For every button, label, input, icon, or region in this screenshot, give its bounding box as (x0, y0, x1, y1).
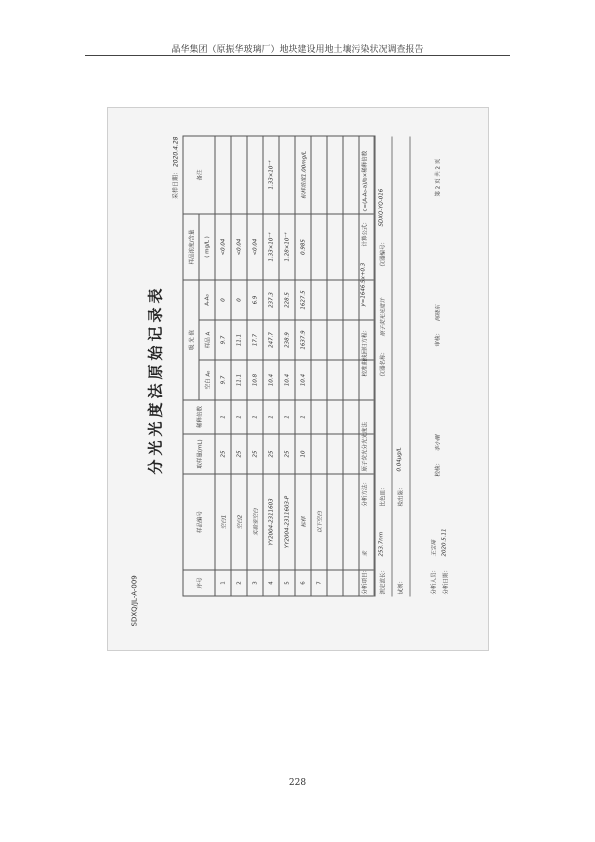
cell-volume: 25 (279, 434, 295, 474)
cell-seq: 6 (295, 570, 311, 596)
form-title: 分光光度法原始记录表 (146, 284, 165, 475)
header-rule (85, 55, 510, 56)
cell-sample-id: 实验室空白 (247, 474, 263, 570)
cell-sample-a: 17.7 (247, 320, 263, 360)
cell-conc (311, 214, 327, 280)
cell-volume: 25 (263, 434, 279, 474)
cell-conc: <0.04 (215, 214, 231, 280)
calc-label: 计算公式： (362, 218, 369, 247)
cell-diff: 237.3 (263, 280, 279, 320)
reviewer-label: 审核： (435, 329, 442, 347)
cell-sample-a (311, 320, 327, 360)
cell-conc: 1.28×10⁻⁴ (279, 214, 295, 280)
col-absorbance: 吸 光 值 (183, 280, 199, 400)
cell-diff (327, 280, 343, 320)
col-volume: 取样量(mL) (183, 434, 215, 474)
sample-date (171, 137, 180, 199)
col-sample-id: 样品编号 (183, 474, 215, 570)
cell-sample-id (327, 474, 343, 570)
cell-seq (327, 570, 343, 596)
cell-dilution (311, 400, 327, 434)
page-number: 228 (288, 778, 307, 788)
table-row (279, 136, 295, 596)
cell-remark (279, 136, 295, 214)
cell-volume: 25 (231, 434, 247, 474)
cell-blank: 10.8 (247, 360, 263, 400)
cell-sample-id: 标样 (295, 474, 311, 570)
table-row (311, 136, 327, 596)
wavelength-value: 253.7nm (378, 531, 385, 557)
page-header: 晶华集团（原振华玻璃厂）地块建设用地土壤污染状况调查报告 (171, 45, 424, 55)
cell-remark (231, 136, 247, 214)
instrument-label: 仪器名称： (380, 348, 387, 377)
sample-date-label: 采样日期： (172, 168, 180, 199)
cell-dilution: 1 (231, 400, 247, 434)
scanned-form-image (107, 107, 489, 651)
instrument-no-label: 仪器编号： (380, 238, 387, 267)
col-unit: ( mg/L ) (199, 214, 215, 280)
detection-value: 0.04μg/L (396, 447, 403, 472)
cell-sample-a: 9.7 (215, 320, 231, 360)
analysis-item-value: 汞 (362, 550, 369, 557)
instrument-no-value: SDXQ-YQ-016 (378, 188, 385, 227)
col-dilution: 稀释倍数 (183, 400, 215, 434)
cell-dilution: 1 (263, 400, 279, 434)
cell-diff: 0 (231, 280, 247, 320)
cell-remark (247, 136, 263, 214)
cell-diff: 6.9 (247, 280, 263, 320)
col-remark: 备注 (183, 136, 215, 214)
cell-diff: 1627.5 (295, 280, 311, 320)
reagent-label: 试剂： (398, 577, 405, 595)
footer-row-2 (375, 137, 393, 597)
col-sample-a: 样品 A (199, 320, 215, 360)
cell-conc: 0.985 (295, 214, 311, 280)
cell-dilution: 1 (247, 400, 263, 434)
method-value: 原子荧光分光光度法 (362, 421, 369, 472)
analyst-signature: 王宝琦 (431, 539, 438, 557)
cell-sample-a: 247.7 (263, 320, 279, 360)
cell-diff: 228.5 (279, 280, 295, 320)
cell-volume: 10 (295, 434, 311, 474)
cell-sample-id: 以下空白 (311, 474, 327, 570)
cell-sample-id: YY2004-2311603-P (279, 474, 295, 570)
table-row (215, 136, 231, 596)
cell-seq: 2 (231, 570, 247, 596)
cell-seq: 1 (215, 570, 231, 596)
form-footer (357, 137, 411, 597)
cell-sample-id: YY2004-2311603 (263, 474, 279, 570)
cell-dilution (327, 400, 343, 434)
checker-signature: 李小刚 (435, 434, 442, 452)
cell-seq: 5 (279, 570, 295, 596)
cell-conc: <0.04 (247, 214, 263, 280)
cell-sample-id: 空白2 (231, 474, 247, 570)
wavelength-label: 测定波长： (380, 566, 387, 595)
cell-blank: 10.4 (279, 360, 295, 400)
footer-row-1 (357, 137, 375, 597)
cell-dilution: 1 (215, 400, 231, 434)
analysis-item-label: 分析项目： (362, 566, 369, 595)
cell-sample-a: 11.1 (231, 320, 247, 360)
cell-volume (327, 434, 343, 474)
cell-volume: 25 (215, 434, 231, 474)
footer-row-3 (393, 137, 411, 597)
sample-date-value: 2020.4.28 (172, 136, 180, 168)
cell-dilution: 1 (279, 400, 295, 434)
col-diff: A-A₀ (199, 280, 215, 320)
table-body (215, 136, 375, 596)
analysis-date-value: 2020.5.11 (441, 528, 448, 557)
cell-remark (327, 136, 343, 214)
page-count: 第 2 页 共 2 页 (435, 158, 442, 197)
analyst-label: 分析人员： (431, 566, 438, 595)
cell-blank: 10.4 (295, 360, 311, 400)
cell-seq: 3 (247, 570, 263, 596)
cell-sample-a (327, 320, 343, 360)
cell-remark: 1.33×10⁻⁴ (263, 136, 279, 214)
cell-dilution: 1 (295, 400, 311, 434)
analysis-date-label: 分析日期： (443, 566, 450, 595)
cell-blank (327, 360, 343, 400)
cuvette-label: 比色皿： (380, 484, 387, 507)
cell-conc (327, 214, 343, 280)
col-blank: 空白 A₀ (199, 360, 215, 400)
record-table (183, 135, 376, 596)
cell-remark (311, 136, 327, 214)
table-row (247, 136, 263, 596)
cell-sample-id: 空白1 (215, 474, 231, 570)
cell-remark: 标样浓度1.00mg/L (295, 136, 311, 214)
cell-conc: <0.04 (231, 214, 247, 280)
table-row (295, 136, 311, 596)
instrument-value: 原子荧光光度计 (380, 297, 387, 337)
reviewer-signature: 何晓东 (435, 304, 442, 322)
col-seq: 序号 (183, 570, 215, 596)
regression-value: y=1646.9x+0.3 (360, 262, 367, 307)
table-row (231, 136, 247, 596)
cell-blank: 10.4 (263, 360, 279, 400)
cell-diff (311, 280, 327, 320)
table-row (327, 136, 343, 596)
checker-label: 校核： (435, 459, 442, 477)
cell-seq: 4 (263, 570, 279, 596)
cell-diff: 0 (215, 280, 231, 320)
cell-blank: 9.7 (215, 360, 231, 400)
cell-volume (311, 434, 327, 474)
cell-seq: 7 (311, 570, 327, 596)
cell-remark (215, 136, 231, 214)
detection-label: 检出限： (398, 484, 405, 507)
table-row (263, 136, 279, 596)
cell-sample-a: 1637.9 (295, 320, 311, 360)
regression-label: 校准曲线回归方程： (362, 326, 369, 377)
cell-blank (311, 360, 327, 400)
cell-blank: 11.1 (231, 360, 247, 400)
method-label: 分析方法： (362, 478, 369, 507)
calc-value: c=(A-A₀-a)/b×稀释倍数 (362, 150, 369, 212)
form-code: SDXQ/JL-A-009 (130, 575, 139, 627)
cell-sample-a: 238.9 (279, 320, 295, 360)
cell-conc: 1.33×10⁻⁴ (263, 214, 279, 280)
cell-volume: 25 (247, 434, 263, 474)
rotated-form (125, 127, 472, 633)
col-concentration: 样品浓度/含量 (183, 214, 199, 280)
